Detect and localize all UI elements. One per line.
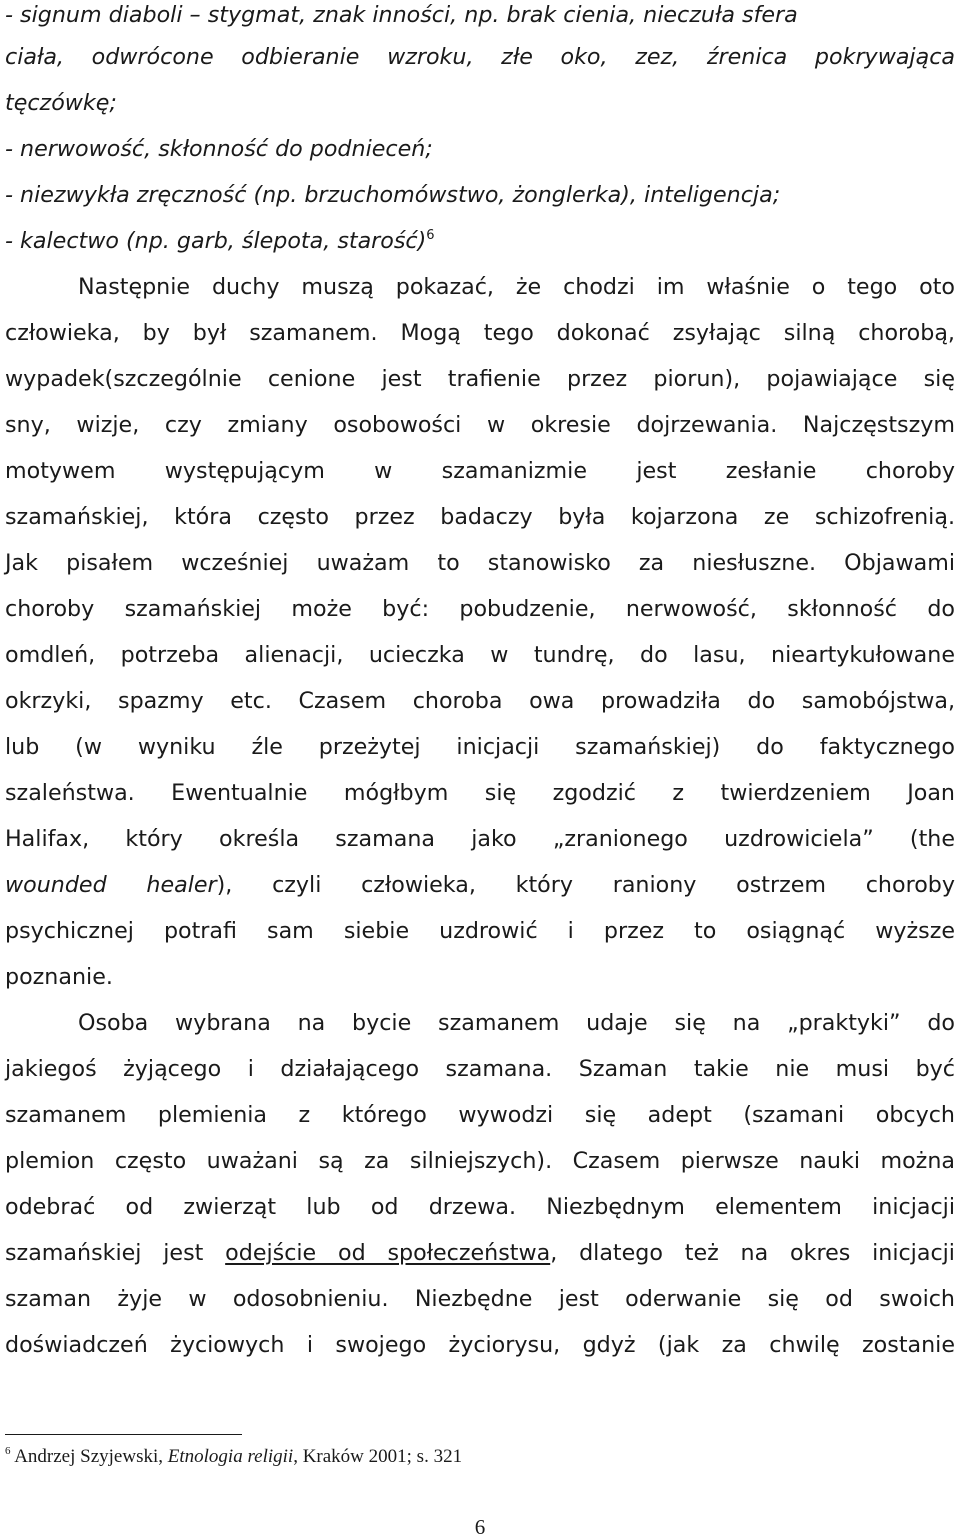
paragraph-line: Osoba wybrana na bycie szamanem udaje się na „praktyki” do <box>78 1010 955 1036</box>
paragraph-line: wounded healer), czyli człowieka, który raniony ostrzem choroby <box>5 872 955 898</box>
paragraph-line: wypadek(szczególnie cenione jest trafienie przez piorun), pojawiające się <box>5 366 955 392</box>
paragraph-line: szamańskiej jest odejście od społeczeństwa, dlatego też na okres inicjacji <box>5 1240 955 1266</box>
underlined-phrase: odejście od społeczeństwa <box>225 1240 551 1266</box>
footnote-reference[interactable]: 6 <box>426 228 435 243</box>
italic-term: wounded healer <box>5 872 217 898</box>
paragraph-line: szamanem plemienia z którego wywodzi się adept (szamani obcych <box>5 1102 955 1128</box>
list-item: - niezwykła zręczność (np. brzuchomówstwo, żonglerka), inteligencja; <box>5 182 781 208</box>
paragraph-line: motywem występującym w szamanizmie jest zesłanie choroby <box>5 458 955 484</box>
footnote-number: 6 <box>5 1445 11 1457</box>
paragraph-line: Jak pisałem wcześniej uważam to stanowisko za niesłuszne. Objawami <box>5 550 955 576</box>
paragraph-line: psychicznej potrafi sam siebie uzdrowić i przez to osiągnąć wyższe <box>5 918 955 944</box>
paragraph-line: omdleń, potrzeba alienacji, ucieczka w tundrę, do lasu, nieartykułowane <box>5 642 955 668</box>
paragraph-line: szaleństwa. Ewentualnie mógłbym się zgodzić z twierdzeniem Joan <box>5 780 955 806</box>
paragraph-line: okrzyki, spazmy etc. Czasem choroba owa prowadziła do samobójstwa, <box>5 688 955 714</box>
paragraph-line: choroby szamańskiej może być: pobudzenie, nerwowość, skłonność do <box>5 596 955 622</box>
paragraph-line: Halifax, który określa szamana jako „zranionego uzdrowiciela” (the <box>5 826 955 852</box>
list-item-continuation: tęczówkę; <box>5 90 117 116</box>
list-item-continuation: ciała, odwrócone odbieranie wzroku, złe oko, zez, źrenica pokrywająca <box>5 44 955 70</box>
paragraph-line: jakiegoś żyjącego i działającego szamana. Szaman takie nie musi być <box>5 1056 955 1082</box>
paragraph-line: plemion często uważani są za silniejszych). Czasem pierwsze nauki można <box>5 1148 955 1174</box>
paragraph-line: poznanie. <box>5 964 113 990</box>
footnote: $^6$ Andrzej Szyjewski, Etnologia religii, Kraków 2001; s. 321 <box>5 1445 463 1467</box>
paragraph-line: człowieka, by był szamanem. Mogą tego dokonać zsyłając silną chorobą, <box>5 320 955 346</box>
paragraph-line: szamańskiej, która często przez badaczy była kojarzona ze schizofrenią. <box>5 504 955 530</box>
paragraph-line: lub (w wyniku źle przeżytej inicjacji szamańskiej) do faktycznego <box>5 734 955 760</box>
paragraph-line: odebrać od zwierząt lub od drzewa. Niezbędnym elementem inicjacji <box>5 1194 955 1220</box>
list-item: - kalectwo (np. garb, ślepota, starość)$^6$ <box>5 228 435 254</box>
paragraph-line: doświadczeń życiowych i swojego życiorysu, gdyż (jak za chwilę zostanie <box>5 1332 955 1358</box>
page-number: 6 <box>474 1515 486 1539</box>
footnote-separator <box>5 1434 242 1435</box>
footnote-title: Etnologia religii <box>167 1446 294 1467</box>
paragraph-line: Następnie duchy muszą pokazać, że chodzi im właśnie o tego oto <box>78 274 955 300</box>
paragraph-line: sny, wizje, czy zmiany osobowości w okresie dojrzewania. Najczęstszym <box>5 412 955 438</box>
list-item: - signum diaboli – stygmat, znak inności, np. brak cienia, nieczuła sfera <box>5 2 798 28</box>
paragraph-line: szaman żyje w odosobnieniu. Niezbędne jest oderwanie się od swoich <box>5 1286 955 1312</box>
list-item: - nerwowość, skłonność do podnieceń; <box>5 136 433 162</box>
